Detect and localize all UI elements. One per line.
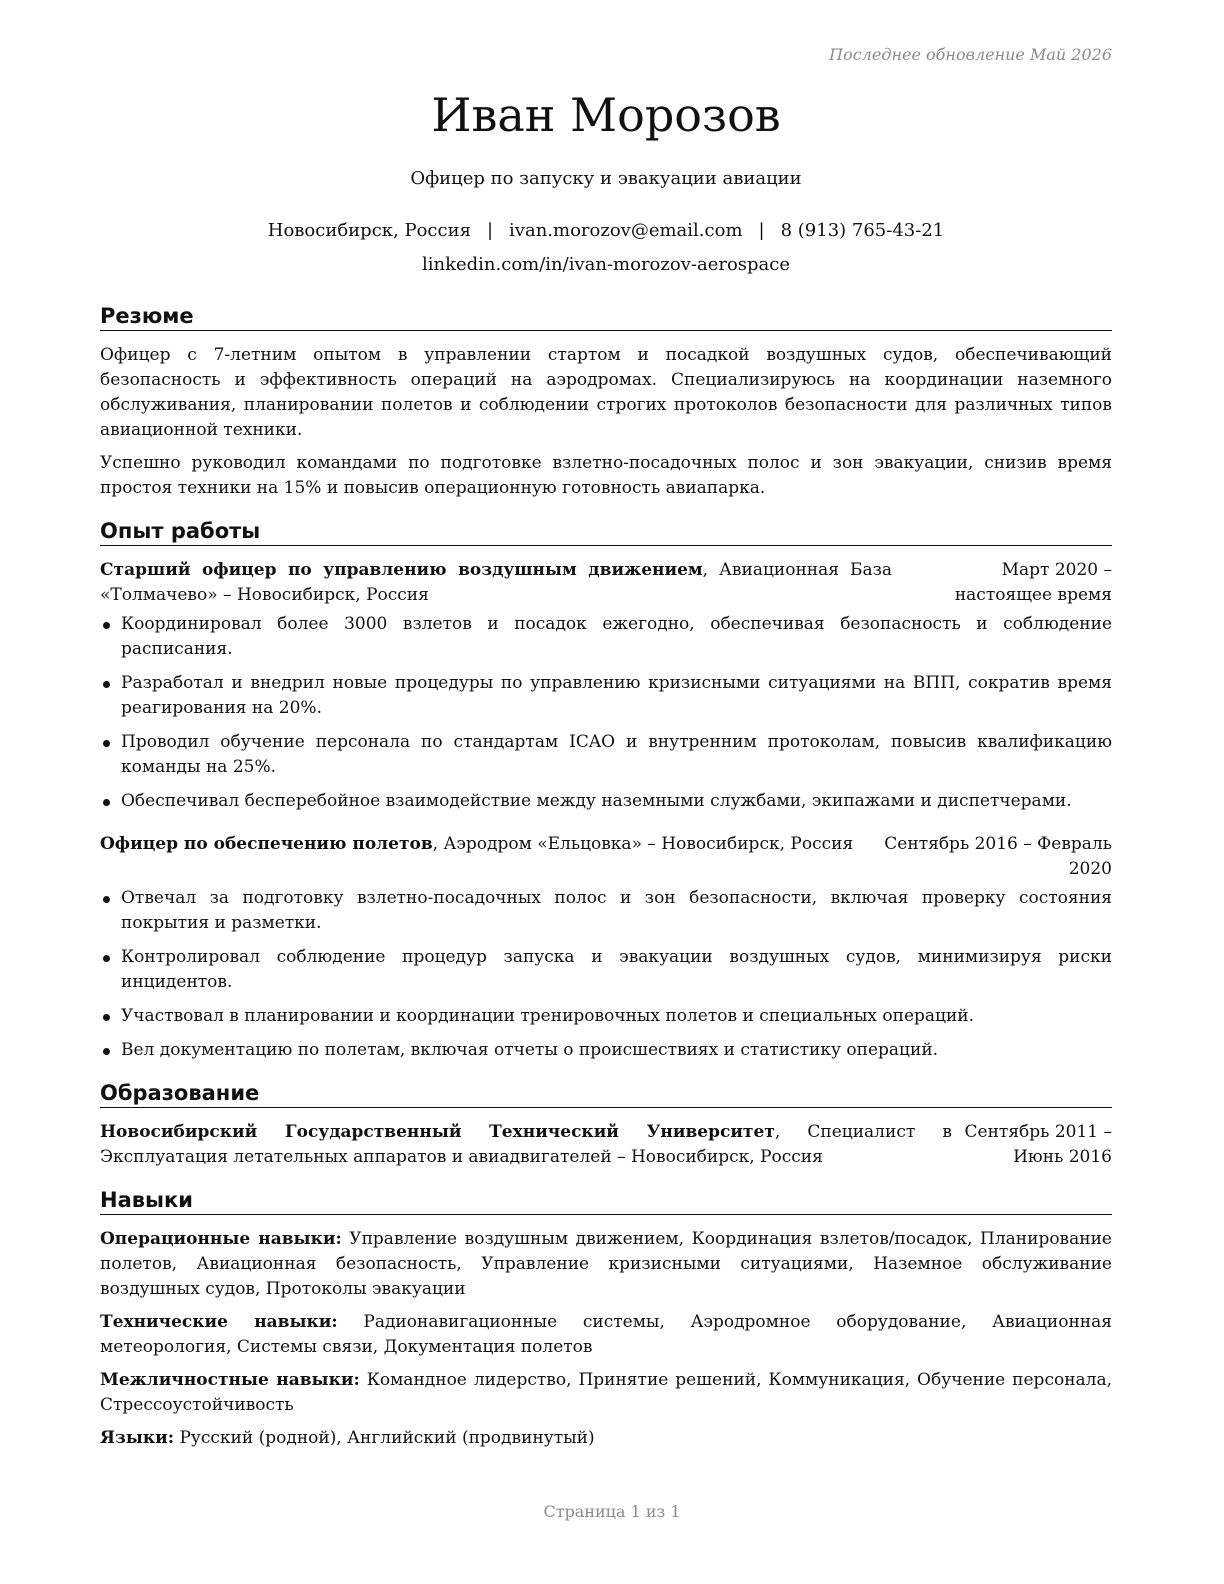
job-bullets [100, 886, 1112, 1063]
list-item: Проводил обучение персонала по стандартам ICAO и внутренним протоколам, повысив квалификацию команды на 25%. [100, 730, 1112, 780]
email-link[interactable]: ivan.morozov@email.com [509, 220, 743, 241]
bullet-icon [103, 799, 110, 806]
job-title: Офицер по запуску и эвакуации авиации [410, 168, 802, 189]
job-org: , Аэродром «Ельцовка» – Новосибирск, Россия [432, 834, 854, 854]
job-org: , Авиационная База «Толмачево» – Новосибирск, Россия [100, 560, 892, 605]
bullet-icon [103, 740, 110, 747]
skills-section [100, 1188, 1112, 1451]
bullet-icon [103, 896, 110, 903]
list-item: Разработал и внедрил новые процедуры по управлению кризисными ситуациями на ВПП, сократив время реагирования на 20%. [100, 671, 1112, 721]
separator: | [486, 220, 494, 241]
skill-line [100, 1426, 1112, 1451]
experience-section [100, 519, 1112, 1063]
skill-line [100, 1227, 1112, 1302]
list-item: Отвечал за подготовку взлетно-посадочных полос и зон безопасности, включая проверку состояния покрытия и разметки. [100, 886, 1112, 936]
job-role: Старший офицер по управлению воздушным движением [100, 560, 703, 580]
location: Новосибирск, Россия [267, 220, 471, 241]
job-header [100, 832, 1112, 882]
list-item: Участвовал в планировании и координации тренировочных полетов и специальных операций. [100, 1004, 1112, 1029]
bullet-icon [103, 622, 110, 629]
job-dates: Март 2020 – настоящее время [954, 560, 1112, 605]
separator: | [758, 220, 765, 241]
skill-value: Радионавигационные системы, Аэродромное оборудование, Авиационная метеорология, Системы связи, Документация полетов [100, 1312, 1112, 1357]
skill-label: Языки: [100, 1428, 175, 1448]
summary-section [100, 304, 1112, 501]
section-heading-education: Образование [100, 1081, 1112, 1108]
education-section [100, 1081, 1112, 1170]
list-item: Координировал более 3000 взлетов и посадок ежегодно, обеспечивая безопасность и соблюдение расписания. [100, 612, 1112, 662]
bullet-icon [103, 955, 110, 962]
skill-label: Операционные навыки: [100, 1229, 342, 1249]
person-name: Иван Морозов [431, 88, 781, 142]
education-entry [100, 1120, 1112, 1170]
section-heading-skills: Навыки [100, 1188, 1112, 1215]
phone: 8 (913) 765-43-21 [780, 220, 945, 241]
summary-paragraph: Офицер с 7-летним опытом в управлении стартом и посадкой воздушных судов, обеспечивающий безопасность и эффективность операций на аэродромах. Специализируюсь на координации наземного обслуживания, планировании полетов и соблюдении строгих протоколов безопасности для различных типов авиационной техники. [100, 345, 1112, 440]
last-updated: Последнее обновление Май 2026 [829, 45, 1112, 64]
skill-line [100, 1368, 1112, 1418]
resume-content [100, 304, 1112, 1459]
job-dates: Сентябрь 2016 – Февраль 2020 [884, 834, 1112, 879]
list-item: Вел документацию по полетам, включая отчеты о происшествиях и статистику операций. [100, 1038, 1112, 1063]
section-heading-experience: Опыт работы [100, 519, 1112, 546]
job-entry [100, 558, 1112, 814]
contact-line [100, 220, 1112, 241]
skill-value: Русский (родной), Английский (продвинутый) [174, 1428, 595, 1448]
job-bullets [100, 612, 1112, 814]
list-item: Обеспечивал бесперебойное взаимодействие между наземными службами, экипажами и диспетчерами. [100, 789, 1112, 814]
degree-detail: , Специалист в Эксплуатация летательных аппаратов и авиадвигателей – Новосибирск, Россия [100, 1122, 952, 1167]
bullet-icon [103, 1048, 110, 1055]
job-entry [100, 832, 1112, 1063]
skill-value: Управление воздушным движением, Координация взлетов/посадок, Планирование полетов, Авиационная безопасность, Управление кризисными ситуациями, Наземное обслуживание воздушных судов, Протоколы эвакуации [100, 1229, 1112, 1299]
education-dates: Сентябрь 2011 – Июнь 2016 [964, 1122, 1112, 1167]
skill-value: Командное лидерство, Принятие решений, Коммуникация, Обучение персонала, Стрессоустойчивость [100, 1370, 1113, 1415]
job-header [100, 558, 1112, 608]
list-item: Контролировал соблюдение процедур запуска и эвакуации воздушных судов, минимизируя риски инцидентов. [100, 945, 1112, 995]
job-role: Офицер по обеспечению полетов [100, 834, 433, 854]
school-name: Новосибирский Государственный Технический Университет [100, 1122, 775, 1142]
bullet-icon [103, 681, 110, 688]
page-number: Страница 1 из 1 [543, 1502, 681, 1521]
skill-label: Межличностные навыки: [100, 1370, 360, 1390]
summary-paragraph: Успешно руководил командами по подготовке взлетно-посадочных полос и зон эвакуации, снизив время простоя техники на 15% и повысив операционную готовность авиапарка. [100, 453, 1112, 498]
bullet-icon [103, 1014, 110, 1021]
linkedin-link[interactable]: linkedin.com/in/ivan-morozov-aerospace [421, 254, 791, 275]
section-heading-summary: Резюме [100, 304, 1112, 331]
skill-line [100, 1310, 1112, 1360]
skill-label: Технические навыки: [100, 1312, 338, 1332]
